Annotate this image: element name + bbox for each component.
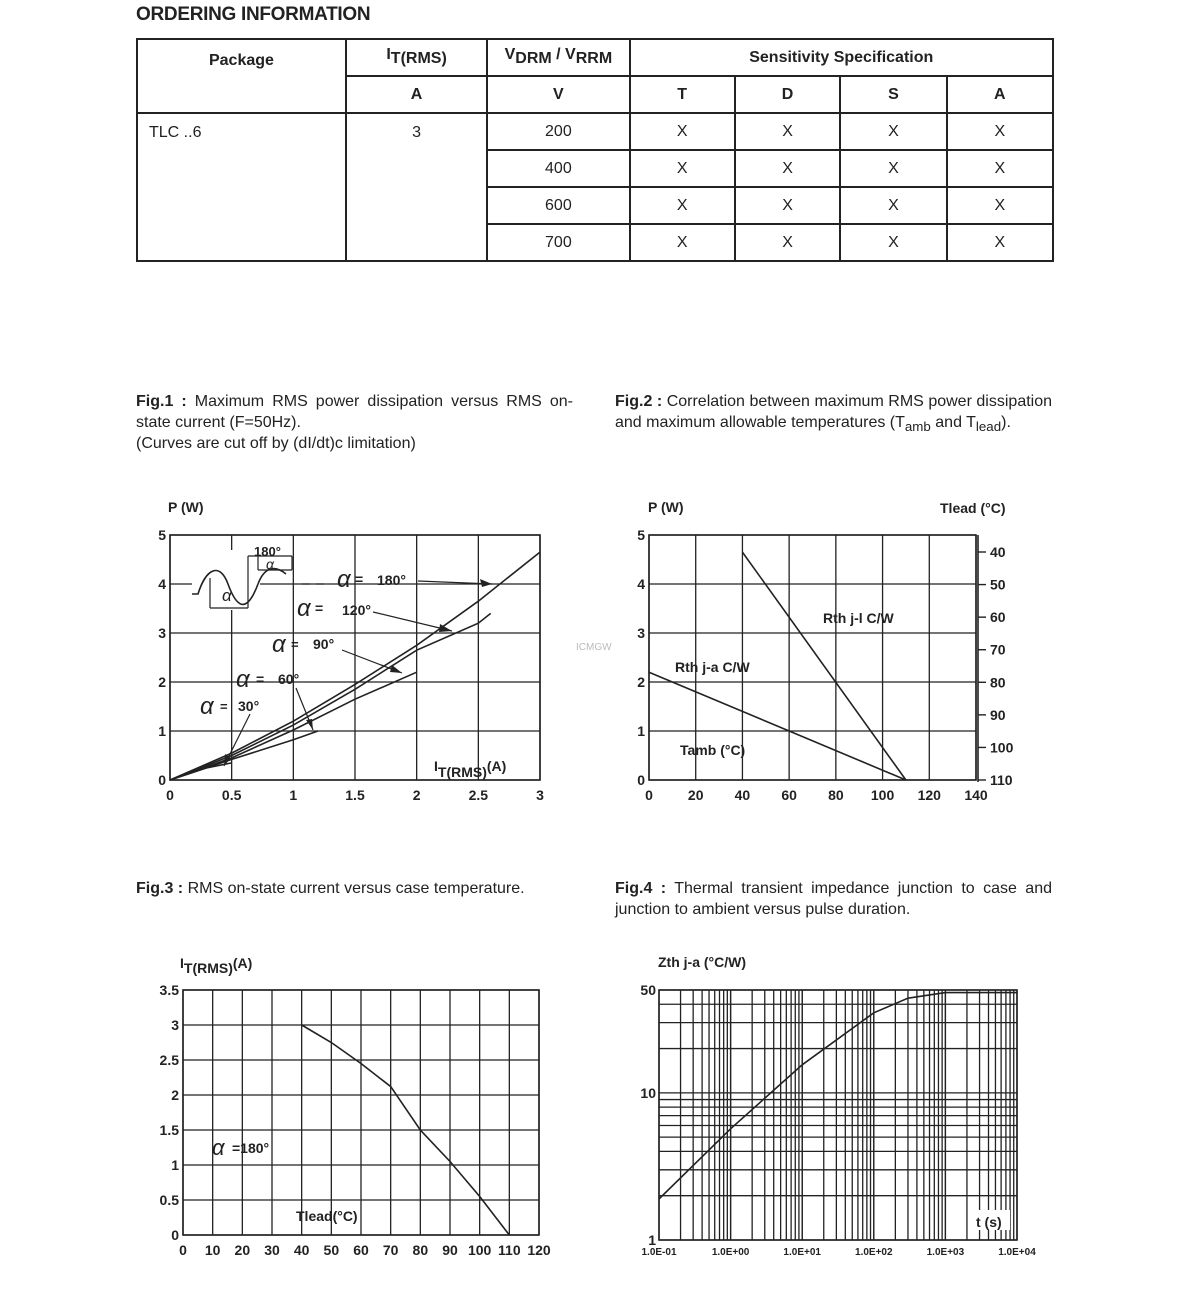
y-tick-label: 2 bbox=[637, 674, 645, 690]
svg-text:α: α bbox=[272, 631, 286, 658]
x-tick-label: 1 bbox=[289, 787, 298, 803]
y-axis-label: Zth j-a (°C/W) bbox=[658, 954, 747, 970]
sens-a: A bbox=[947, 76, 1053, 113]
x-tick-label: 0 bbox=[166, 787, 174, 803]
header-package: Package bbox=[137, 39, 346, 113]
inset-alpha-top: α bbox=[266, 556, 274, 572]
x-tick-label: 2 bbox=[412, 787, 421, 803]
header-vdrm-vrrm: $V_{DRM} / V_{RRM}$ bbox=[487, 39, 629, 76]
voltage-cell: 200 bbox=[487, 113, 629, 150]
x-tick-label: 1.0E+03 bbox=[926, 1247, 965, 1258]
x-tick-label: 3 bbox=[536, 787, 544, 803]
cell-t: X bbox=[630, 224, 735, 261]
tlead-label: Tlead(°C) bbox=[296, 1208, 358, 1224]
y-tick-label: 5 bbox=[158, 527, 166, 543]
header-sensitivity: Sensitivity Specification bbox=[630, 39, 1053, 76]
y-tick-label: 2 bbox=[158, 674, 166, 690]
table-row bbox=[137, 113, 1053, 150]
y2-tick-label: 70 bbox=[990, 641, 1006, 658]
cell-a: X bbox=[947, 150, 1053, 187]
y-tick-label: 2.5 bbox=[159, 1052, 179, 1068]
y-tick-label: 4 bbox=[158, 576, 166, 592]
y-tick-label: 3 bbox=[171, 1017, 179, 1033]
svg-text:=: = bbox=[220, 699, 228, 714]
sens-d: D bbox=[735, 76, 840, 113]
y-tick-label: 0 bbox=[637, 772, 645, 788]
svg-text:α: α bbox=[337, 566, 351, 593]
x-tick-label: 1.0E+01 bbox=[783, 1247, 821, 1258]
fig3-chart bbox=[140, 950, 570, 1270]
ordering-table bbox=[136, 38, 1054, 262]
alpha-30-label: 30° bbox=[238, 698, 260, 714]
inset-180-label: 180° bbox=[254, 544, 281, 559]
x-tick-label: 80 bbox=[412, 1242, 429, 1258]
y-tick-label: 50 bbox=[640, 982, 656, 998]
cell-t: X bbox=[630, 113, 735, 150]
cell-a: X bbox=[947, 224, 1053, 261]
cell-s: X bbox=[840, 113, 946, 150]
x-tick-label: 80 bbox=[828, 787, 844, 803]
cell-a: X bbox=[947, 187, 1053, 224]
cell-d: X bbox=[735, 187, 840, 224]
x-tick-label: 30 bbox=[264, 1242, 280, 1258]
fig1-caption: Fig.1 : Maximum RMS power dissipation versus RMS on-state current (F=50Hz). (Curves are cut off by (dI/dt)c limitation) bbox=[136, 393, 574, 452]
cell-t: X bbox=[630, 187, 735, 224]
rth-ja-label: Rth j-a C/W bbox=[675, 659, 750, 675]
sens-s: S bbox=[840, 76, 946, 113]
y-tick-label: 1.5 bbox=[159, 1122, 179, 1138]
x-tick-label: 20 bbox=[687, 787, 704, 803]
x-axis-label: IT(RMS)(A) bbox=[434, 758, 507, 780]
alpha-60-label: 60° bbox=[278, 671, 300, 687]
x-tick-label: 120 bbox=[527, 1242, 551, 1258]
svg-text:α: α bbox=[200, 693, 214, 720]
fig3-caption: Fig.3 : RMS on-state current versus case temperature. bbox=[136, 880, 525, 897]
x-tick-label: 60 bbox=[353, 1242, 369, 1258]
svg-text:=: = bbox=[315, 600, 324, 616]
fig4-chart bbox=[620, 950, 1060, 1270]
x-tick-label: 0 bbox=[645, 787, 653, 803]
unit-it: A bbox=[346, 76, 487, 113]
watermark: ICMGW bbox=[576, 642, 612, 653]
section-title: ORDERING INFORMATION bbox=[136, 4, 371, 25]
alpha-180-label: 180° bbox=[377, 572, 406, 588]
y-tick-label: 1 bbox=[648, 1232, 656, 1248]
x-tick-label: 1.0E+04 bbox=[998, 1247, 1036, 1258]
x-tick-label: 100 bbox=[870, 787, 895, 803]
cell-s: X bbox=[840, 150, 946, 187]
series-line bbox=[170, 763, 232, 780]
x-tick-label: 100 bbox=[467, 1242, 492, 1258]
series-line bbox=[659, 993, 1017, 1199]
svg-text:α: α bbox=[297, 595, 311, 622]
tamb-label: Tamb (°C) bbox=[680, 742, 746, 758]
x-tick-label: 50 bbox=[323, 1242, 340, 1258]
y-tick-label: 0 bbox=[158, 772, 166, 788]
x-tick-label: 0.5 bbox=[221, 787, 242, 803]
y-tick-label: 1 bbox=[637, 723, 645, 739]
x-axis-label: t (s) bbox=[976, 1214, 1002, 1230]
y2-tick-label: 50 bbox=[990, 576, 1006, 593]
cell-s: X bbox=[840, 224, 946, 261]
fig1-chart bbox=[130, 490, 612, 820]
x-tick-label: 0 bbox=[179, 1242, 187, 1258]
rth-jl-label: Rth j-l C/W bbox=[823, 610, 894, 626]
x-tick-label: 2.5 bbox=[468, 787, 489, 803]
svg-text:=: = bbox=[355, 571, 364, 587]
y-tick-label: 2 bbox=[171, 1087, 179, 1103]
y2-tick-label: 110 bbox=[990, 772, 1013, 788]
x-tick-label: 1.0E+02 bbox=[855, 1247, 893, 1258]
x-tick-label: 120 bbox=[917, 787, 941, 803]
alpha-90-label: 90° bbox=[313, 636, 335, 652]
y-tick-label: 0 bbox=[171, 1227, 179, 1243]
fig2-chart bbox=[610, 490, 1040, 820]
y-tick-label: 5 bbox=[637, 527, 645, 543]
x-tick-label: 1.0E-01 bbox=[641, 1247, 677, 1258]
cell-a: X bbox=[947, 113, 1053, 150]
current-value: 3 bbox=[346, 113, 487, 261]
y-tick-label: 3 bbox=[637, 625, 645, 641]
alpha-symbol: α bbox=[212, 1135, 225, 1160]
y-tick-label: 4 bbox=[637, 576, 645, 592]
x-tick-label: 20 bbox=[234, 1242, 251, 1258]
alpha-120-label: 120° bbox=[342, 602, 371, 618]
y2-tick-label: 60 bbox=[990, 609, 1006, 626]
y-axis-label: P (W) bbox=[168, 499, 204, 515]
y-tick-label: 3 bbox=[158, 625, 166, 641]
header-it: $I_{T(RMS)}$ bbox=[346, 39, 487, 76]
y2-tick-label: 100 bbox=[990, 739, 1014, 756]
package-name: TLC ..6 bbox=[137, 113, 346, 261]
y-tick-label: 3.5 bbox=[159, 982, 179, 998]
x-tick-label: 110 bbox=[498, 1242, 521, 1258]
inset-alpha-bottom: α bbox=[222, 586, 232, 605]
y-axis-label: IT(RMS)(A) bbox=[180, 955, 253, 976]
fig2-caption: Fig.2 : Correlation between maximum RMS power dissipation and maximum allowable temperatures ($T_{amb}$ and $T_{lead}$). bbox=[615, 393, 1053, 435]
y-axis-label: P (W) bbox=[648, 499, 684, 515]
svg-text:α: α bbox=[236, 666, 250, 693]
voltage-cell: 600 bbox=[487, 187, 629, 224]
y-tick-label: 1 bbox=[171, 1157, 179, 1173]
fig4-caption: Fig.4 : Thermal transient impedance junction to case and junction to ambient versus pulse duration. bbox=[615, 880, 1052, 918]
sens-t: T bbox=[630, 76, 735, 113]
voltage-cell: 700 bbox=[487, 224, 629, 261]
x-tick-label: 40 bbox=[734, 787, 751, 803]
cell-t: X bbox=[630, 150, 735, 187]
x-tick-label: 10 bbox=[204, 1242, 221, 1258]
y2-tick-label: 90 bbox=[990, 706, 1006, 723]
x-tick-label: 1.0E+00 bbox=[711, 1247, 750, 1258]
unit-v: V bbox=[487, 76, 629, 113]
x-tick-label: 90 bbox=[442, 1242, 458, 1258]
x-tick-label: 40 bbox=[293, 1242, 310, 1258]
voltage-cell: 400 bbox=[487, 150, 629, 187]
cell-d: X bbox=[735, 113, 840, 150]
cell-d: X bbox=[735, 150, 840, 187]
x-tick-label: 140 bbox=[964, 787, 988, 803]
y-tick-label: 10 bbox=[640, 1084, 656, 1101]
alpha-value-label: =180° bbox=[232, 1140, 270, 1156]
y-tick-label: 1 bbox=[158, 723, 166, 739]
svg-text:=: = bbox=[291, 637, 299, 652]
y2-tick-label: 80 bbox=[990, 674, 1006, 691]
x-tick-label: 60 bbox=[781, 787, 797, 803]
y2-tick-label: 40 bbox=[990, 544, 1006, 560]
cell-d: X bbox=[735, 224, 840, 261]
y2-axis-label: Tlead (°C) bbox=[940, 500, 1006, 516]
svg-text:=: = bbox=[256, 671, 265, 687]
cell-s: X bbox=[840, 187, 946, 224]
y-tick-label: 0.5 bbox=[159, 1192, 179, 1208]
x-tick-label: 1.5 bbox=[345, 787, 365, 803]
x-tick-label: 70 bbox=[382, 1242, 399, 1258]
